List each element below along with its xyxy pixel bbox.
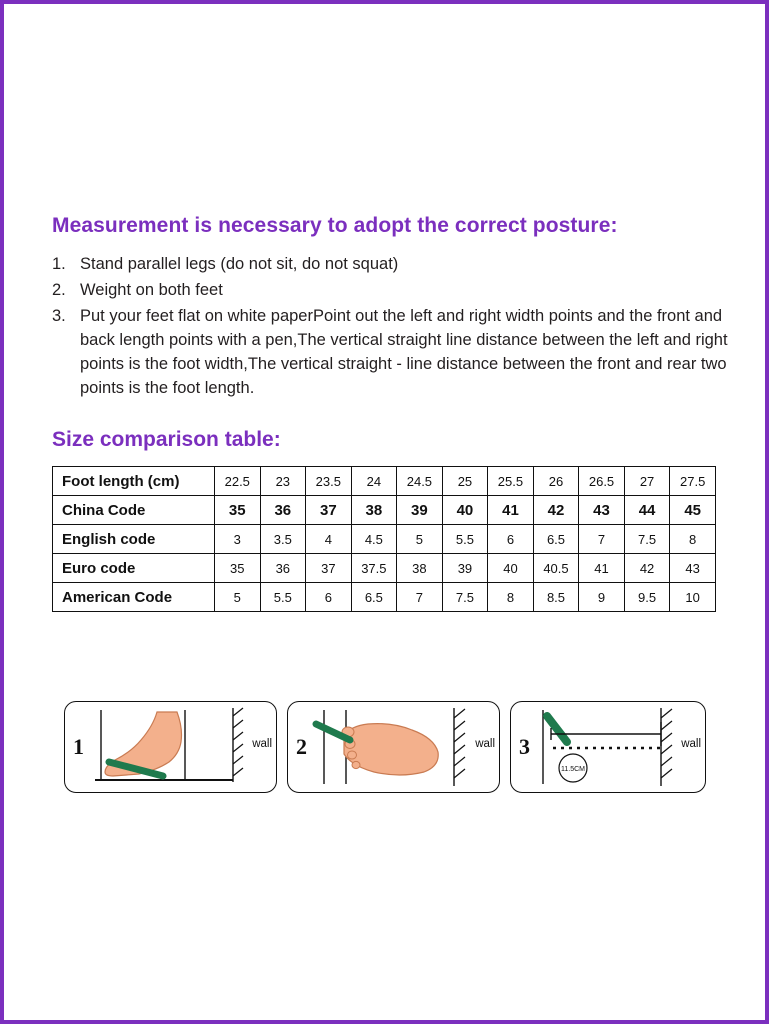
table-cell: 10	[670, 583, 716, 612]
table-cell: 5	[215, 583, 261, 612]
table-cell: 42	[533, 496, 579, 525]
step-number: 1.	[52, 255, 66, 273]
step-text: Stand parallel legs (do not sit, do not squat)	[80, 255, 399, 273]
step-number: 3.	[52, 307, 66, 326]
measurement-diagrams	[64, 701, 712, 793]
table-cell: 27	[624, 467, 670, 496]
table-cell: 22.5	[215, 467, 261, 496]
table-cell: 6.5	[533, 525, 579, 554]
row-label: English code	[53, 525, 215, 554]
table-cell: 4.5	[351, 525, 397, 554]
table-cell: 8	[488, 583, 534, 612]
wall-label: wall	[252, 738, 272, 750]
table-cell: 42	[624, 554, 670, 583]
table-row	[53, 554, 716, 583]
step-number: 2.	[52, 281, 66, 300]
table-cell: 5.5	[442, 525, 488, 554]
table-cell: 8	[670, 525, 716, 554]
list-item	[52, 278, 757, 302]
diagram-step-2	[287, 701, 500, 793]
table-cell: 40	[488, 554, 534, 583]
table-cell: 23	[260, 467, 306, 496]
table-cell: 26	[533, 467, 579, 496]
wall-label: wall	[681, 738, 701, 750]
table-cell: 39	[442, 554, 488, 583]
table-cell: 25.5	[488, 467, 534, 496]
list-item	[52, 252, 757, 276]
measurement-steps	[52, 252, 757, 400]
table-cell: 7.5	[624, 525, 670, 554]
wall-label: wall	[475, 738, 495, 750]
table-cell: 4	[306, 525, 352, 554]
table-cell: 26.5	[579, 467, 625, 496]
table-cell: 38	[397, 554, 443, 583]
table-cell: 37	[306, 554, 352, 583]
table-cell: 9.5	[624, 583, 670, 612]
table-cell: 24.5	[397, 467, 443, 496]
ruler-measure-icon	[511, 702, 706, 793]
table-cell: 6	[306, 583, 352, 612]
row-label: Foot length (cm)	[53, 467, 215, 496]
table-cell: 9	[579, 583, 625, 612]
table-cell: 8.5	[533, 583, 579, 612]
table-cell: 23.5	[306, 467, 352, 496]
table-cell: 5	[397, 525, 443, 554]
table-cell: 35	[215, 496, 261, 525]
table-cell: 7	[397, 583, 443, 612]
side-foot-measure-icon	[65, 702, 277, 793]
diagram-step-1	[64, 701, 277, 793]
table-cell: 40.5	[533, 554, 579, 583]
table-cell: 45	[670, 496, 716, 525]
table-cell: 3	[215, 525, 261, 554]
diagram-step-3	[510, 701, 706, 793]
table-cell: 43	[579, 496, 625, 525]
table-row	[53, 583, 716, 612]
table-cell: 7.5	[442, 583, 488, 612]
table-cell: 39	[397, 496, 443, 525]
step-text: Weight on both feet	[80, 281, 223, 300]
table-cell: 37	[306, 496, 352, 525]
document-content	[52, 214, 757, 612]
table-row	[53, 525, 716, 554]
row-label: Euro code	[53, 554, 215, 583]
table-row	[53, 467, 716, 496]
table-cell: 27.5	[670, 467, 716, 496]
table-cell: 44	[624, 496, 670, 525]
table-cell: 40	[442, 496, 488, 525]
top-foot-measure-icon	[288, 702, 500, 793]
table-cell: 36	[260, 496, 306, 525]
table-cell: 41	[579, 554, 625, 583]
table-cell: 24	[351, 467, 397, 496]
size-comparison-table	[52, 466, 716, 612]
table-cell: 6	[488, 525, 534, 554]
table-cell: 38	[351, 496, 397, 525]
table-cell: 6.5	[351, 583, 397, 612]
table-cell: 3.5	[260, 525, 306, 554]
table-cell: 25	[442, 467, 488, 496]
step-text: Put your feet flat on white paperPoint out the left and right width points and the front and back length points with a pen,The vertical straight line distance between the left and right points is the foot width,The vertical straight - line distance between the front and rear two points is the foot length.	[80, 307, 728, 398]
table-row	[53, 496, 716, 525]
table-cell: 7	[579, 525, 625, 554]
row-label: China Code	[53, 496, 215, 525]
table-cell: 37.5	[351, 554, 397, 583]
table-cell: 36	[260, 554, 306, 583]
table-cell: 43	[670, 554, 716, 583]
diagram-number: 3	[519, 734, 530, 759]
row-label: American Code	[53, 583, 215, 612]
list-item	[52, 304, 757, 400]
diagram-caption: 11.5CM	[561, 766, 585, 773]
page-title: Measurement is necessary to adopt the correct posture:	[52, 214, 618, 237]
table-cell: 5.5	[260, 583, 306, 612]
table-cell: 35	[215, 554, 261, 583]
diagram-number: 1	[73, 734, 84, 759]
diagram-number: 2	[296, 734, 307, 759]
size-table-title: Size comparison table:	[52, 428, 281, 452]
table-cell: 41	[488, 496, 534, 525]
